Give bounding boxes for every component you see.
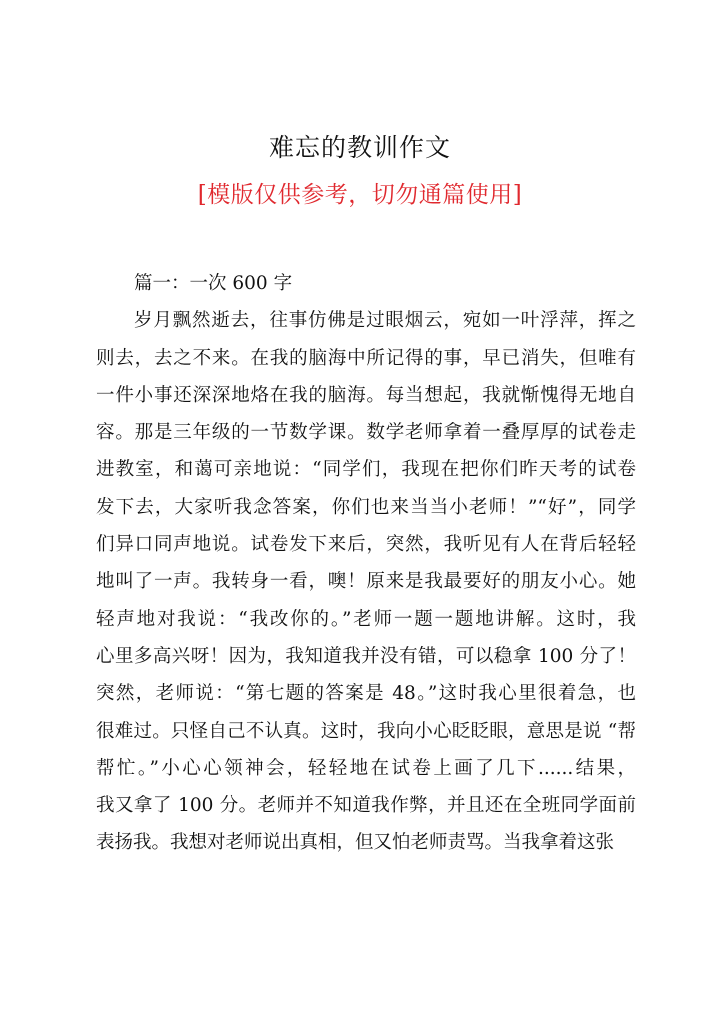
- paragraph-line: 们异口同声地说。试卷发下来后，突然，我听见有人在背后轻轻: [96, 534, 636, 556]
- paragraph-line: 一件小事还深深地烙在我的脑海。每当想起，我就惭愧得无地自: [96, 384, 636, 406]
- document-subtitle: [模版仅供参考，切勿通篇使用]: [197, 182, 523, 208]
- paragraph-line: 我又拿了 100 分。老师并不知道我作弊，并且还在全班同学面前: [96, 795, 636, 817]
- paragraph-line: 突然，老师说：“第七题的答案是 48。”这时我心里很着急，也: [96, 683, 636, 705]
- paragraph-line: 进教室，和蔼可亲地说：“同学们，我现在把你们昨天考的试卷: [96, 459, 636, 481]
- section-heading: 篇一：一次 600 字: [134, 273, 293, 294]
- document-title: 难忘的教训作文: [268, 133, 451, 162]
- paragraph-line: 容。那是三年级的一节数学课。数学老师拿着一叠厚厚的试卷走: [96, 422, 636, 444]
- paragraph-line: 地叫了一声。我转身一看，噢！原来是我最要好的朋友小心。她: [96, 571, 636, 593]
- paragraph-line: 很难过。只怪自己不认真。这时，我向小心眨眨眼，意思是说 “帮: [96, 720, 636, 742]
- paragraph-line: 轻声地对我说：“我改你的。”老师一题一题地讲解。这时，我: [96, 608, 636, 630]
- paragraph-line: 发下去，大家听我念答案，你们也来当当小老师！”“好”，同学: [96, 496, 636, 518]
- document-body: [96, 265, 636, 862]
- paragraph-line: 心里多高兴呀！因为，我知道我并没有错，可以稳拿 100 分了！: [96, 645, 636, 667]
- paragraph-line: 表扬我。我想对老师说出真相，但又怕老师责骂。当我拿着这张: [96, 832, 615, 854]
- paragraph-line: 岁月飘然逝去，往事仿佛是过眼烟云，宛如一叶浮萍，挥之: [134, 310, 636, 332]
- paragraph-line: 则去，去之不来。在我的脑海中所记得的事，早已消失，但唯有: [96, 347, 636, 369]
- paragraph-line: 帮忙。”小心心领神会，轻轻地在试卷上画了几下......结果，: [96, 757, 636, 779]
